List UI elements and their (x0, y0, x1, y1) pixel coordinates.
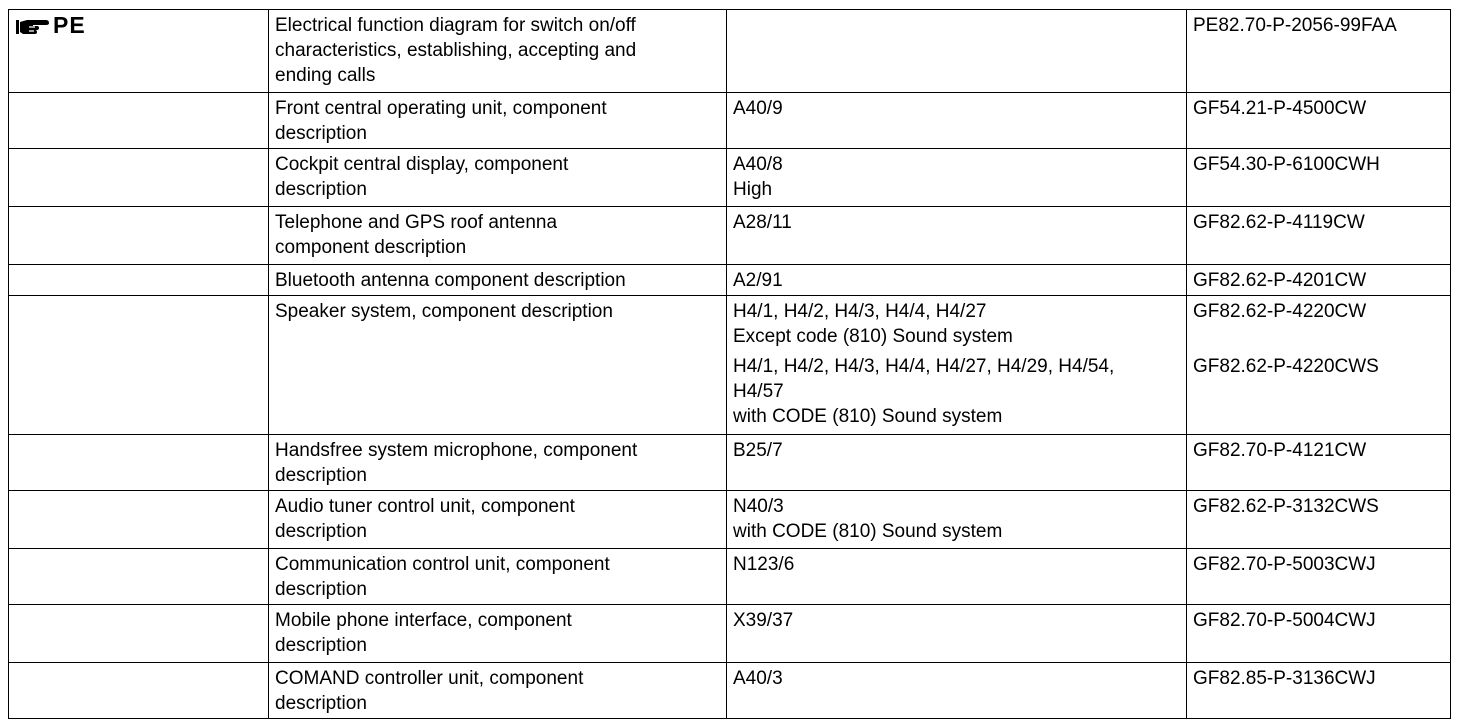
table-row (9, 296, 1451, 435)
description-line: Bluetooth antenna component description (275, 270, 626, 291)
document-reference: GF54.21-P-4500CW (1193, 98, 1367, 119)
reference-cell (1187, 605, 1451, 663)
description-line: Mobile phone interface, component (275, 610, 572, 631)
description-line: ending calls (275, 65, 376, 86)
description-cell (269, 549, 727, 605)
document-reference: GF54.30-P-6100CWH (1193, 154, 1380, 175)
table-body (9, 10, 1451, 719)
description-line: description (275, 465, 367, 486)
description-cell (269, 663, 727, 719)
reference-cell (1187, 149, 1451, 207)
component-group (733, 299, 1180, 349)
marker-cell (9, 435, 269, 491)
component-line: with CODE (810) Sound system (733, 406, 1003, 427)
description-line: Electrical function diagram for switch on/off (275, 15, 636, 36)
document-reference: PE82.70-P-2056-99FAA (1193, 15, 1397, 36)
description-line: description (275, 521, 367, 542)
component-line: High (733, 179, 773, 200)
description-line: description (275, 123, 367, 144)
description-line: characteristics, establishing, accepting and (275, 40, 637, 61)
component-line: H4/57 (733, 381, 784, 402)
document-reference: GF82.62-P-4220CWS (1193, 356, 1379, 377)
component-line: with CODE (810) Sound system (733, 521, 1003, 542)
table-row (9, 10, 1451, 93)
table-row (9, 207, 1451, 265)
description-line: Audio tuner control unit, component (275, 496, 575, 517)
document-reference: GF82.62-P-3132CWS (1193, 496, 1379, 517)
component-cell (727, 10, 1187, 93)
description-line: COMAND controller unit, component (275, 668, 584, 689)
marker-cell (9, 10, 269, 93)
document-reference: GF82.70-P-4121CW (1193, 440, 1367, 461)
component-line: H4/1, H4/2, H4/3, H4/4, H4/27 (733, 301, 987, 322)
reference-cell (1187, 265, 1451, 296)
pe-marker (15, 13, 86, 38)
marker-cell (9, 265, 269, 296)
description-line: Telephone and GPS roof antenna (275, 212, 558, 233)
reference-cell (1187, 491, 1451, 549)
marker-cell (9, 605, 269, 663)
description-line: description (275, 635, 367, 656)
marker-cell (9, 93, 269, 149)
description-cell (269, 296, 727, 435)
document-reference: GF82.62-P-4201CW (1193, 270, 1367, 291)
component-cell (727, 435, 1187, 491)
component-group (733, 354, 1180, 429)
component-group (733, 152, 1180, 202)
description-cell (269, 435, 727, 491)
description-line: description (275, 179, 367, 200)
component-line: B25/7 (733, 440, 783, 461)
document-reference: GF82.62-P-4220CW (1193, 301, 1367, 322)
marker-cell (9, 207, 269, 265)
reference-cell (1187, 435, 1451, 491)
component-cell (727, 207, 1187, 265)
marker-cell (9, 491, 269, 549)
document-reference: GF82.70-P-5004CWJ (1193, 610, 1376, 631)
table-row (9, 549, 1451, 605)
description-cell (269, 265, 727, 296)
table-row (9, 149, 1451, 207)
marker-cell (9, 663, 269, 719)
component-cell (727, 296, 1187, 435)
table-row (9, 663, 1451, 719)
description-line: description (275, 693, 367, 714)
table-row (9, 93, 1451, 149)
reference-cell (1187, 296, 1451, 435)
component-cell (727, 149, 1187, 207)
description-line: description (275, 579, 367, 600)
reference-cell (1187, 10, 1451, 93)
component-group (733, 438, 1180, 463)
component-cell (727, 491, 1187, 549)
table-row (9, 435, 1451, 491)
description-cell (269, 605, 727, 663)
table-row (9, 491, 1451, 549)
reference-cell (1187, 663, 1451, 719)
reference-table (8, 9, 1451, 719)
description-cell (269, 207, 727, 265)
description-line: Front central operating unit, component (275, 98, 607, 119)
description-cell (269, 10, 727, 93)
component-line: A2/91 (733, 270, 783, 291)
component-line: A40/9 (733, 98, 783, 119)
reference-cell (1187, 207, 1451, 265)
component-group (733, 96, 1180, 121)
component-line: A28/11 (733, 212, 792, 233)
description-line: component description (275, 237, 467, 258)
description-line: Speaker system, component description (275, 301, 613, 322)
reference-cell (1187, 549, 1451, 605)
component-line: H4/1, H4/2, H4/3, H4/4, H4/27, H4/29, H4/54, (733, 356, 1115, 377)
description-line: Communication control unit, component (275, 554, 610, 575)
component-line: N40/3 (733, 496, 784, 517)
description-cell (269, 93, 727, 149)
component-cell (727, 605, 1187, 663)
component-cell (727, 663, 1187, 719)
description-cell (269, 491, 727, 549)
table-row (9, 605, 1451, 663)
marker-cell (9, 149, 269, 207)
marker-cell (9, 296, 269, 435)
component-line: A40/3 (733, 668, 783, 689)
pointing-hand-icon (15, 16, 49, 36)
component-line: Except code (810) Sound system (733, 326, 1013, 347)
marker-cell (9, 549, 269, 605)
component-group (733, 494, 1180, 544)
component-line: N123/6 (733, 554, 795, 575)
component-cell (727, 549, 1187, 605)
component-group (733, 666, 1180, 691)
component-group (733, 552, 1180, 577)
document-reference: GF82.70-P-5003CWJ (1193, 554, 1376, 575)
component-group (733, 210, 1180, 235)
component-cell (727, 93, 1187, 149)
component-group (733, 608, 1180, 633)
description-line: Cockpit central display, component (275, 154, 569, 175)
component-line: X39/37 (733, 610, 794, 631)
component-group (733, 268, 1180, 293)
reference-cell (1187, 93, 1451, 149)
table-row (9, 265, 1451, 296)
description-line: Handsfree system microphone, component (275, 440, 638, 461)
component-cell (727, 265, 1187, 296)
marker-label: PE (53, 12, 86, 38)
description-cell (269, 149, 727, 207)
component-line: A40/8 (733, 154, 783, 175)
document-reference: GF82.62-P-4119CW (1193, 212, 1365, 233)
document-reference: GF82.85-P-3136CWJ (1193, 668, 1376, 689)
